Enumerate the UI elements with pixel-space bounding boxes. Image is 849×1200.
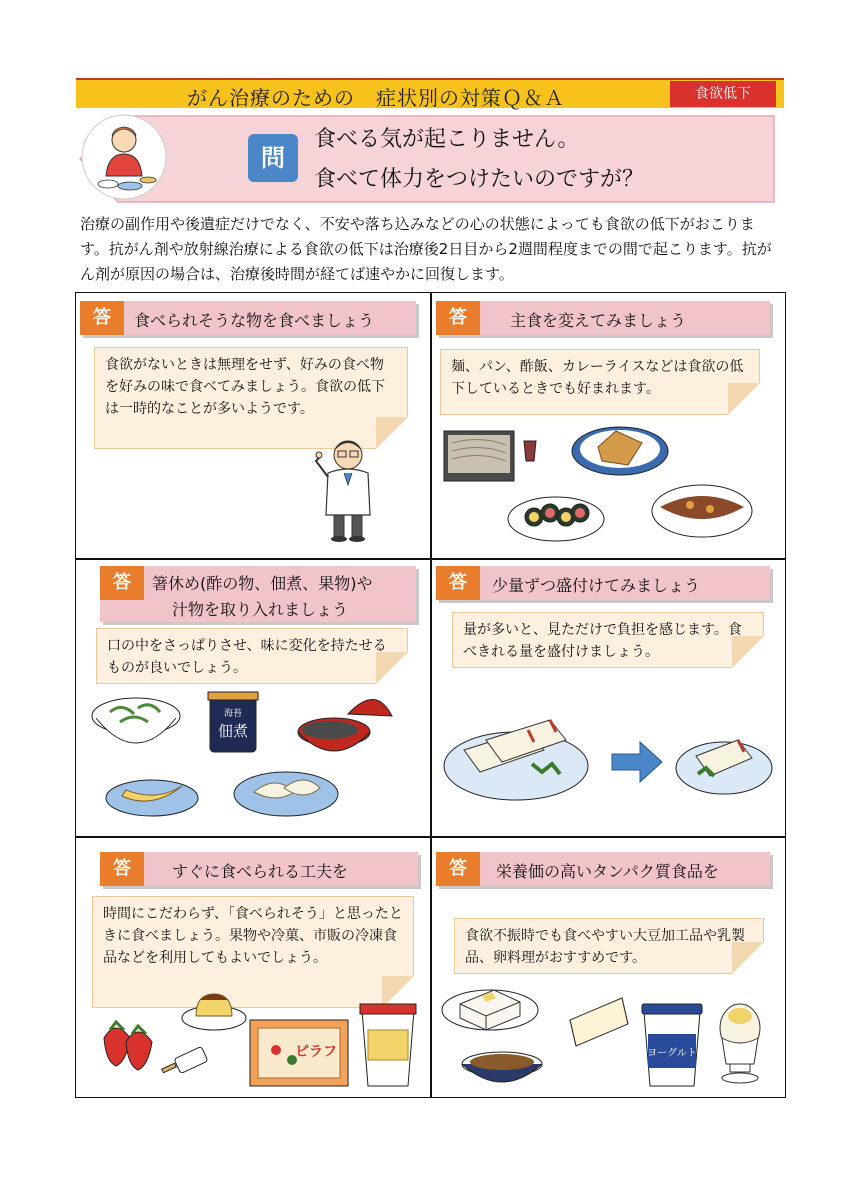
yogurt-label: ヨーグルト (647, 1048, 697, 1059)
answer-note-2-text: 麺、パン、酢飯、カレーライスなどは食欲の低下しているときでも好まれます。 (451, 359, 744, 397)
question-badge: 問 (248, 134, 298, 182)
answer-note-5-text: 時間にこだわらず、「食べられそう」と思ったときに食べましょう。果物や冷菓、市販の冷凍食品などを利用してもよいでしょう。 (103, 906, 403, 966)
answer-note-6-text: 食欲不振時でも食べやすい大豆加工品や乳製品、卵料理がおすすめです。 (465, 928, 745, 966)
answer-note-4-text: 量が多いと、見ただけで負担を感じます。食べきれる量を盛付けましょう。 (463, 622, 742, 660)
header-bar (76, 78, 784, 108)
answer-cell-4 (432, 560, 786, 828)
answer-note-4 (452, 612, 764, 668)
answer-cell-6 (432, 838, 786, 1106)
answer-header-4 (436, 566, 770, 600)
answer-note-3 (96, 628, 408, 684)
eating-person-illustration (78, 114, 170, 200)
answer-title-1: 食べられそうな物を食べましょう (134, 311, 375, 330)
side-dishes-illustration (86, 688, 422, 822)
answer-title-5: すぐに食べられる工夫を (172, 862, 349, 881)
answer-badge: 答 (436, 852, 480, 886)
answer-title-3-line-2: 汁物を取り入れましょう (172, 600, 349, 619)
question-banner (78, 114, 778, 204)
answer-badge: 答 (100, 852, 144, 886)
question-line-2: 食べて体力をつけたいのですが？ (314, 167, 645, 192)
answers-grid (75, 292, 786, 1098)
note-fold (376, 652, 408, 684)
answer-header-3 (100, 566, 416, 622)
doctor-illustration (312, 433, 382, 545)
portion-size-illustration (442, 710, 778, 810)
page-title: がん治療のための 症状別の対策Ｑ＆Ａ (187, 86, 565, 110)
pilaf-pack-label: ピラフ (295, 1044, 337, 1060)
jar-label-top: 海苔 (223, 709, 243, 719)
question-line-1: 食べる気が起こりません。 (314, 127, 580, 152)
answer-header-5 (100, 852, 418, 886)
category-tag: 食欲低下 (670, 81, 776, 107)
answer-title-4: 少量ずつ盛付けてみましょう (492, 576, 701, 595)
answer-cell-5 (76, 838, 430, 1106)
answer-cell-1 (76, 293, 430, 561)
answer-note-3-text: 口の中をさっぱりさせ、味に変化を持たせるものが良いでしょう。 (107, 638, 387, 676)
answer-note-6 (454, 918, 764, 974)
answer-badge: 答 (100, 566, 144, 600)
answer-cell-3 (76, 560, 430, 828)
answer-title-6: 栄養価の高いタンパク質食品を (496, 862, 719, 881)
answer-header-2 (436, 301, 770, 335)
note-fold (732, 636, 764, 668)
note-fold (728, 383, 760, 415)
answer-title-2: 主食を変えてみましょう (510, 311, 687, 330)
staple-foods-illustration (440, 421, 770, 549)
protein-foods-illustration (438, 968, 778, 1092)
answer-note-2 (440, 349, 760, 415)
jar-label-main: 佃煮 (217, 722, 249, 740)
answer-header-1 (80, 301, 416, 335)
answer-title-3-line-1: 箸休め(酢の物、佃煮、果物)や (152, 574, 373, 593)
answer-header-6 (436, 852, 770, 886)
answer-cell-2 (432, 293, 786, 561)
intro-paragraph: 治療の副作用や後遺症だけでなく、不安や落ち込みなどの心の状態によっても食欲の低下がおこります。抗がん剤や放射線治療による食欲の低下は治療後2日目から2週間程度までの間で起こります。抗がん剤が原因の場合は、治療後時間が経てば速やかに回復します。 (80, 215, 772, 283)
answer-badge: 答 (80, 301, 124, 335)
answer-note-1-text: 食欲がないときは無理をせず、好みの食べ物を好みの味で食べてみましょう。食欲の低下は一時的なことが多いようです。 (105, 357, 385, 417)
quick-foods-illustration (96, 990, 422, 1092)
answer-badge: 答 (436, 301, 480, 335)
answer-badge: 答 (436, 566, 480, 600)
